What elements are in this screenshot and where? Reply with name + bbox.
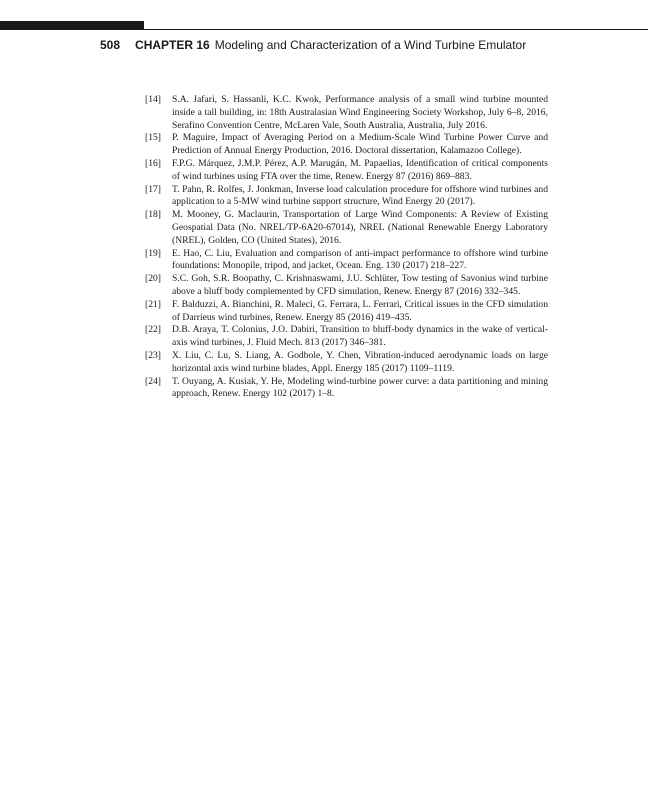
- reference-item-14: [145, 94, 548, 132]
- reference-number: [20]: [145, 273, 161, 285]
- header-rule: [0, 29, 648, 30]
- reference-number: [24]: [145, 375, 161, 387]
- reference-item-19: [145, 248, 548, 274]
- reference-text: D.B. Araya, T. Colonius, J.O. Dabiri, Transition to bluff-body dynamics in the wake of vertical-axis wind turbines, J. Fluid Mech. 813 (2017) 346–381.: [172, 324, 548, 349]
- reference-item-15: [145, 132, 548, 158]
- reference-item-22: [145, 324, 548, 350]
- reference-number: [14]: [145, 94, 161, 105]
- reference-number: [17]: [145, 183, 161, 195]
- reference-text: M. Mooney, G. Maclaurin, Transportation of Large Wind Components: A Review of Existing Geospatial Data (No. NREL/TP-6A20-67014), NREL (National Renewable Energy Laboratory (NREL), Golden, CO (United States), 2016.: [172, 209, 548, 246]
- reference-text: F.P.G. Márquez, J.M.P. Pérez, A.P. Marugán, M. Papaelias, Identification of critical components of wind turbines using FTA over the time, Renew. Energy 87 (2016) 869–883.: [172, 157, 548, 182]
- reference-text: T. Pahn, R. Rolfes, J. Jonkman, Inverse load calculation procedure for offshore wind turbines and application to a 5-MW wind turbine support structure, Wind Energy 20 (2017).: [172, 183, 548, 208]
- reference-item-24: [145, 376, 548, 402]
- reference-item-23: [145, 350, 548, 376]
- reference-number: [16]: [145, 157, 161, 169]
- reference-item-17: [145, 184, 548, 210]
- reference-number: [23]: [145, 349, 161, 361]
- reference-list: [145, 94, 548, 401]
- reference-text: T. Ouyang, A. Kusiak, Y. He, Modeling wind-turbine power curve: a data partitioning and mining approach, Renew. Energy 102 (2017) 1–8.: [172, 375, 548, 400]
- reference-number: [22]: [145, 324, 161, 336]
- reference-number: [15]: [145, 132, 161, 144]
- reference-text: F. Balduzzi, A. Bianchini, R. Maleci, G. Ferrara, L. Ferrari, Critical issues in the CFD simulation of Darrieus wind turbines, Renew. Energy 85 (2016) 419–435.: [172, 298, 548, 323]
- reference-item-18: [145, 209, 548, 247]
- running-head: [100, 37, 526, 53]
- reference-text: X. Liu, C. Lu, S. Liang, A. Godbole, Y. Chen, Vibration-induced aerodynamic loads on large horizontal axis wind turbine blades, Appl. Energy 185 (2017) 1109–1119.: [172, 349, 548, 374]
- reference-item-20: [145, 273, 548, 299]
- reference-number: [19]: [145, 247, 161, 259]
- chapter-label: CHAPTER 16: [135, 38, 210, 52]
- chapter-title: Modeling and Characterization of a Wind Turbine Emulator: [214, 38, 527, 52]
- reference-text: P. Maguire, Impact of Averaging Period on a Medium-Scale Wind Turbine Power Curve and Prediction of Annual Energy Production, 2016. Doctoral dissertation, Kalamazoo College).: [172, 132, 548, 157]
- reference-item-21: [145, 299, 548, 325]
- reference-text: S.A. Jafari, S. Hassanli, K.C. Kwok, Performance analysis of a small wind turbine mounted inside a tall building, in: 18th Australasian Wind Engineering Society Workshop, July 6–8, 2016, Serafino Convention Centre, McLaren Vale, South Australia, Australia, July 2016.: [172, 94, 548, 131]
- reference-number: [21]: [145, 298, 161, 310]
- reference-item-16: [145, 158, 548, 184]
- reference-text: S.C. Goh, S.R. Boopathy, C. Krishnaswami, J.U. Schlüter, Tow testing of Savonius wind turbine above a bluff body complemented by CFD simulation, Renew. Energy 87 (2016) 332–345.: [172, 273, 548, 297]
- page-number: 508: [100, 38, 121, 52]
- reference-text: E. Hao, C. Liu, Evaluation and comparison of anti-impact performance to offshore wind turbine foundations: Monopile, tripod, and jacket, Ocean. Eng. 130 (2017) 218–227.: [172, 247, 548, 272]
- reference-number: [18]: [145, 209, 161, 221]
